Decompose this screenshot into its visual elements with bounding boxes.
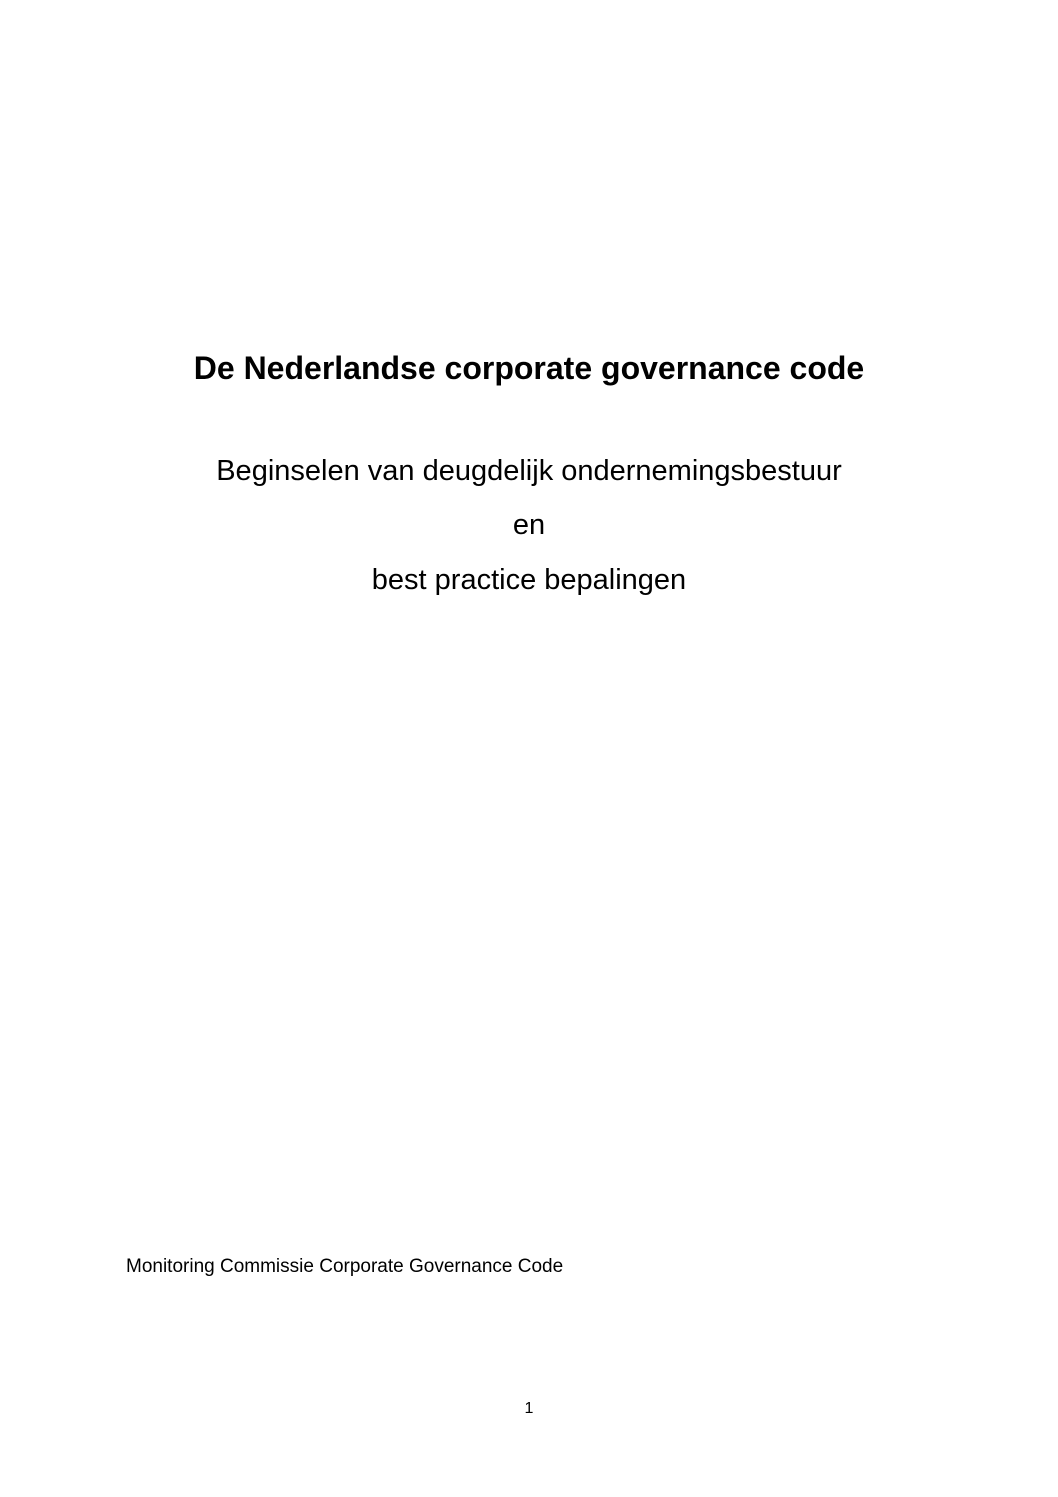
document-author: Monitoring Commissie Corporate Governance Code — [126, 1256, 564, 1277]
subtitle-line-2: en — [512, 509, 546, 541]
subtitle-line-1: Beginselen van deugdelijk ondernemingsbestuur — [216, 455, 842, 487]
page-number: 1 — [524, 1400, 534, 1417]
subtitle-line-3: best practice bepalingen — [371, 564, 687, 596]
document-title: De Nederlandse corporate governance code — [193, 350, 865, 386]
